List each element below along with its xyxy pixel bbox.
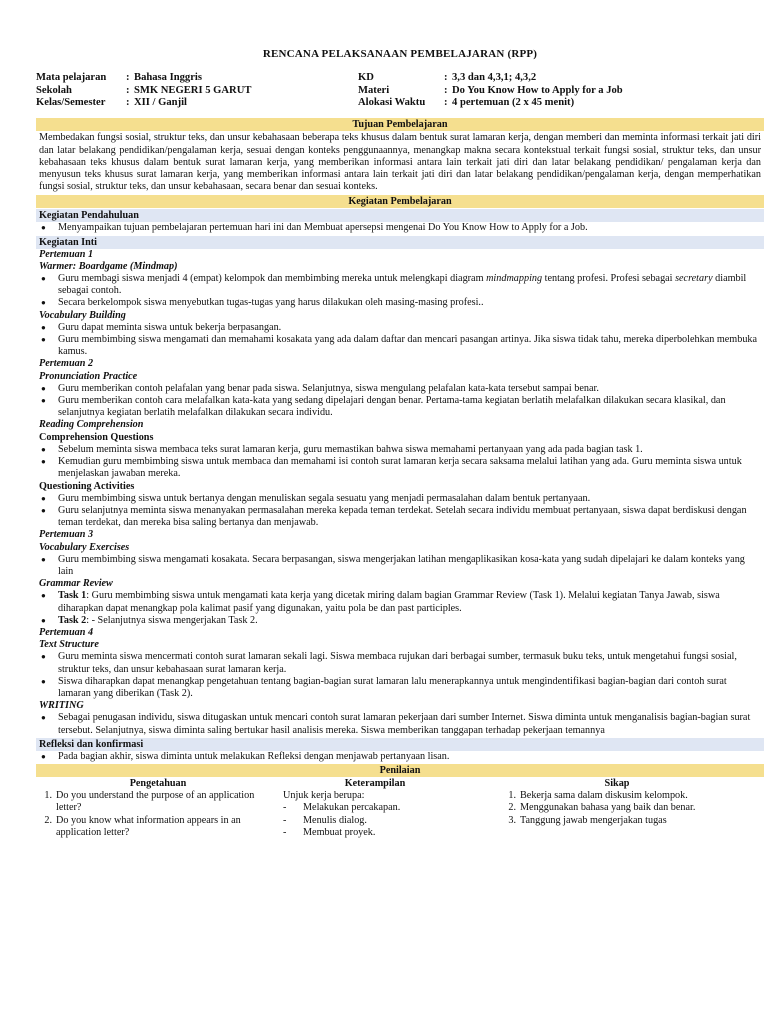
meta-colon: :: [126, 84, 130, 96]
item-text: Membuat proyek.: [303, 826, 376, 838]
text-run: diambil sebagai contoh.: [58, 273, 747, 297]
list-item: ● Guru membimbing siswa untuk bertanya dengan menuliskan segala sesuatu yang menjadi permasalahan dalam bentuk pertanyaan.: [36, 493, 764, 505]
vocab-heading: Vocabulary Building: [39, 309, 126, 321]
item-text: Melakukan percakapan.: [303, 802, 401, 814]
meta-colon: :: [444, 72, 448, 84]
kegiatan-heading: Kegiatan Pembelajaran: [36, 195, 764, 208]
questioning-list: [36, 493, 764, 530]
meta-colon: :: [444, 84, 448, 96]
keterampilan-intro: Unjuk kerja berupa:: [283, 790, 365, 802]
meta-colon: :: [126, 97, 130, 109]
item-text: Bekerja sama dalam diskusim kelompok.: [520, 790, 688, 802]
text-structure-heading: Text Structure: [39, 639, 99, 651]
list-item: [36, 590, 764, 614]
vocab-list: [36, 322, 764, 359]
pertemuan-3: Pertemuan 3: [39, 529, 94, 541]
meta-row-materi: [358, 85, 623, 97]
meta-row-kd: [358, 72, 623, 84]
list-item: [36, 615, 764, 627]
list-item: ● Secara berkelompok siswa menyebutkan tugas-tugas yang harus dilakukan oleh masing-masing profesi..: [36, 297, 764, 309]
item-number: 1.: [508, 790, 516, 802]
pertemuan-2: Pertemuan 2: [39, 358, 94, 370]
meta-right: [358, 72, 623, 109]
warmer-heading: Warmer: Boardgame (Mindmap): [39, 260, 178, 272]
list-item: ● Kemudian guru membimbing siswa untuk membaca dan memahami isi contoh surat lamaran kerja secara saksama melalui latihan yang ada. Guru meminta siswa untuk menjelaskan jawaban mereka.: [36, 456, 764, 480]
grammar-list: [36, 590, 764, 627]
item-text: Menggunakan bahasa yang baik dan benar.: [520, 802, 696, 814]
meta-label: Materi: [358, 84, 390, 96]
meta-label: Sekolah: [36, 84, 72, 96]
list-item: ● Guru membimbing siswa mengamati kosakata. Secara berpasangan, siswa mengerjakan latihan mengaplikasikan kosa-kata yang sudah dipelajari ke dalam konteks yang lain: [36, 554, 764, 578]
penilaian-heading: Penilaian: [36, 764, 764, 777]
penilaian-table: [36, 778, 764, 839]
text-structure-list: [36, 651, 764, 700]
text-run: : Guru membimbing siswa untuk mengamati kata kerja yang dicetak miring dalam bagian Grammar Review (Task 1). Melalui kegiatan Tanya Jawab, siswa diharapkan dapat menangkap pola kalimat pasif yang digunakan, yaitu pola be dan past participles.: [58, 590, 720, 614]
pendahuluan-list: [36, 222, 764, 234]
tujuan-text: Membedakan fungsi sosial, struktur teks, dan unsur kebahasaan beberapa teks khusus dalam bentuk surat lamaran kerja, dengan memberi dan meminta informasi terkait jati diri dan latar belakang pendidikan/pengalaman kerja, sesuai dengan konteks penggunaannya, menangkap makna secara kontekstual terkait fungsi sosial, struktur teks, dan unsur kebahasaan teks khusus dalam bentuk surat lamaran kerja, yang memberikan informasi antara lain terkait jati diri dan latar belakang pendidikan/ pengalaman kerja dan menyusun teks khusus surat lamaran kerja, yang memberikan informasi antara lain terkait jati diri dan latar belakang pendidikan/pengalaman kerja, dengan memperhatikan fungsi sosial, struktur teks, dan unsur kebahasaan, secara benar dan sesuai konteks.: [39, 132, 761, 193]
numbered-item: [470, 802, 764, 814]
list-item: ● Guru dapat meminta siswa untuk bekerja berpasangan.: [36, 322, 764, 334]
rpp-document: [36, 40, 764, 839]
meta-row-class: [36, 97, 358, 109]
dash-item: [280, 802, 470, 814]
item-dash: -: [283, 826, 287, 838]
item-text: Do you know what information appears in an application letter?: [56, 814, 241, 838]
pronunciation-heading: Pronunciation Practice: [39, 370, 138, 382]
list-item: ● Guru memberikan contoh pelafalan yang benar pada siswa. Selanjutnya, siswa mengulang pelafalan kata-kata tersebut sampai benar.: [36, 383, 764, 395]
item-text: Do you understand the purpose of an application letter?: [56, 790, 255, 814]
task-label: Task 2: [58, 614, 87, 626]
meta-row-subject: [36, 72, 358, 84]
task-label: Task 1: [58, 590, 87, 602]
list-item: ● Guru selanjutnya meminta siswa menanyakan permasalahan mereka kepada teman terdekat. Setelah secara individu membuat pertanyaan, siswa dapat berdiskusi dengan teman terdekat, dan mereka bisa saling bertanya dan menjawab.: [36, 505, 764, 529]
pengetahuan-heading: Pengetahuan: [129, 777, 187, 789]
list-item: ● Guru memberikan contoh cara melafalkan kata-kata yang sedang dipelajari dengan benar. Pertama-tama kegiatan berlatih melafalkan dilakukan secara klasikal, dan selanjutnya kegiatan berlatih melafalkan dilakukan secara individu.: [36, 395, 764, 419]
numbered-item: [36, 790, 280, 814]
sikap-column: [470, 778, 764, 839]
item-number: 1.: [44, 790, 52, 802]
item-dash: -: [283, 814, 287, 826]
meta-row-time: [358, 97, 623, 109]
item-dash: -: [283, 802, 287, 814]
item-text: Tanggung jawab mengerjakan tugas: [520, 814, 667, 826]
meta-value: Bahasa Inggris: [134, 72, 202, 84]
meta-colon: :: [126, 72, 130, 84]
questioning-heading: Questioning Activities: [39, 480, 135, 492]
pengetahuan-column: [36, 778, 280, 839]
meta-left: [36, 72, 358, 109]
list-item: ● Sebagai penugasan individu, siswa ditugaskan untuk mencari contoh surat lamaran pekerjaan dari sumber Internet. Siswa diminta untuk menganalisis bagian-bagian surat tersebut. Selanjutnya, siswa diminta saling bertukar hasil analisis mereka. Siswa memberikan tanggapan terhadap pekerjaan temannya: [36, 712, 764, 736]
vocab-exercises-heading: Vocabulary Exercises: [39, 541, 130, 553]
list-item: [36, 273, 764, 297]
pertemuan-1: Pertemuan 1: [39, 248, 94, 260]
text-run-italic: mindmapping: [486, 273, 543, 285]
inti-heading: Kegiatan Inti: [36, 236, 764, 249]
grammar-heading: Grammar Review: [39, 578, 113, 590]
meta-value: Do You Know How to Apply for a Job: [452, 84, 623, 96]
meta-label: KD: [358, 72, 374, 84]
writing-heading: WRITING: [39, 700, 84, 712]
meta-label: Mata pelajaran: [36, 72, 107, 84]
meta-row-school: [36, 85, 358, 97]
comprehension-list: [36, 444, 764, 481]
text-run: : - Selanjutnya siswa mengerjakan Task 2.: [86, 614, 258, 626]
tujuan-heading: Tujuan Pembelajaran: [36, 118, 764, 131]
item-number: 2.: [508, 802, 516, 814]
comprehension-heading: Comprehension Questions: [39, 431, 154, 443]
meta-label: Kelas/Semester: [36, 97, 106, 109]
sikap-heading: Sikap: [604, 777, 630, 789]
numbered-item: [470, 790, 764, 802]
writing-list: [36, 712, 764, 736]
meta-colon: :: [444, 97, 448, 109]
meta-value: 3,3 dan 4,3,1; 4,3,2: [452, 72, 537, 84]
document-title: RENCANA PELAKSANAAN PEMBELAJARAN (RPP): [262, 48, 538, 60]
warmer-list: [36, 273, 764, 310]
keterampilan-column: [280, 778, 470, 839]
numbered-item: [36, 815, 280, 839]
refleksi-list: [36, 751, 764, 763]
list-item: ● Guru meminta siswa mencermati contoh surat lamaran sekali lagi. Siswa membaca rujukan dari berbagai sumber, termasuk buku teks, untuk mengetahui fungsi sosial, struktur teks, dan unsur kebahasaan surat lamaran kerja.: [36, 651, 764, 675]
text-run-italic: secretary: [675, 273, 713, 285]
refleksi-heading: Refleksi dan konfirmasi: [36, 738, 764, 751]
text-run: Guru membagi siswa menjadi 4 (empat) kelompok dan membimbing mereka untuk melengkapi diagram: [58, 273, 487, 285]
text-run: tentang profesi. Profesi sebagai: [542, 273, 676, 285]
meta-block: [36, 72, 764, 109]
pertemuan-4: Pertemuan 4: [39, 626, 94, 638]
dash-item: [280, 827, 470, 839]
list-item: ● Menyampaikan tujuan pembelajaran pertemuan hari ini dan Membuat apersepsi mengenai Do You Know How to Apply for a Job.: [36, 222, 764, 234]
meta-value: 4 pertemuan (2 x 45 menit): [452, 97, 575, 109]
dash-item: [280, 815, 470, 827]
item-text: Menulis dialog.: [303, 814, 367, 826]
list-item: ● Guru membimbing siswa mengamati dan memahami kosakata yang ada dalam daftar dan mencari pasangan artinya. Jika siswa tidak tahu, mereka diperbolehkan membuka kamus.: [36, 334, 764, 358]
meta-value: SMK NEGERI 5 GARUT: [134, 84, 252, 96]
item-number: 2.: [44, 814, 52, 826]
meta-value: XII / Ganjil: [134, 97, 187, 109]
meta-label: Alokasi Waktu: [358, 97, 426, 109]
pendahuluan-heading: Kegiatan Pendahuluan: [36, 209, 764, 222]
list-item: ● Pada bagian akhir, siswa diminta untuk melakukan Refleksi dengan menjawab pertanyaan lisan.: [36, 751, 764, 763]
numbered-item: [470, 815, 764, 827]
pronunciation-list: [36, 383, 764, 420]
list-item: ● Siswa diharapkan dapat menangkap pengetahuan tentang bagian-bagian surat lamaran lalu menerapkannya untuk mengindentifikasi bagian-bagian dari contoh surat lamaran yang diberikan (Task 2).: [36, 676, 764, 700]
item-number: 3.: [508, 814, 516, 826]
list-item: ● Sebelum meminta siswa membaca teks surat lamaran kerja, guru memastikan bahwa siswa memahami pertanyaan yang ada pada bagian task 1.: [36, 444, 764, 456]
reading-heading: Reading Comprehension: [39, 419, 144, 431]
vocab-exercises-list: [36, 554, 764, 578]
keterampilan-heading: Keterampilan: [344, 777, 406, 789]
